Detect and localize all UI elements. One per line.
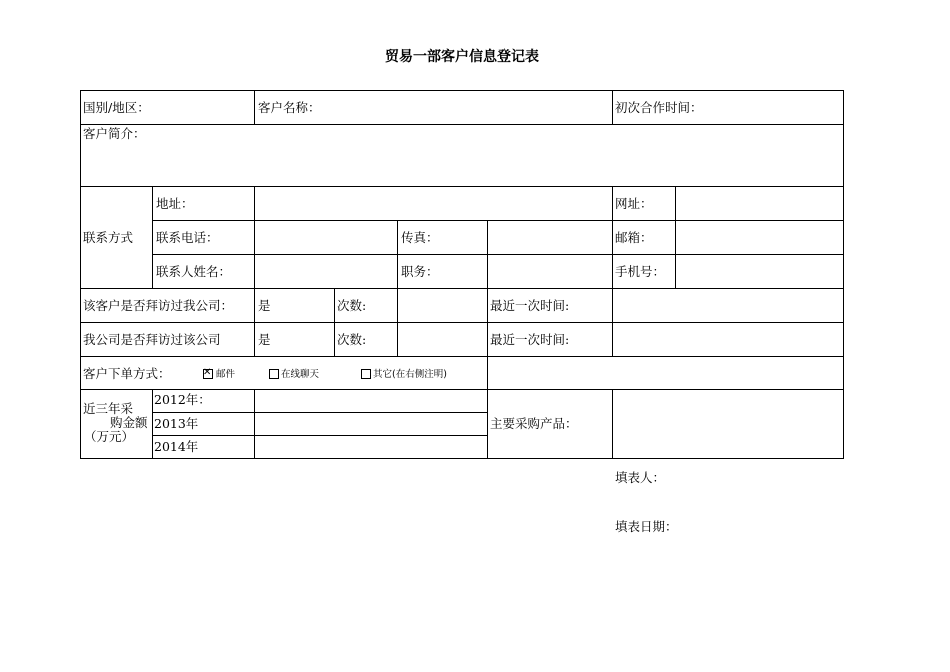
row-line — [80, 356, 844, 357]
col-line — [612, 389, 613, 458]
contact-method-label: 联系方式 — [83, 230, 134, 245]
customer-visited-times-label: 次数: — [337, 298, 367, 313]
row-line — [80, 389, 844, 390]
year-2012-label: 2012年： — [154, 392, 211, 407]
other-order-checkbox[interactable] — [361, 369, 371, 379]
customer-intro-label: 客户简介： — [83, 126, 146, 141]
fax-label: 传真： — [401, 230, 439, 245]
order-method-label: 客户下单方式： — [83, 366, 171, 381]
row-line — [80, 90, 844, 91]
col-line — [254, 389, 255, 458]
customer-visited-last-time-label: 最近一次时间: — [490, 298, 570, 313]
fill-date-label: 填表日期： — [615, 519, 678, 534]
we-visited-label: 我公司是否拜访过该公司 — [83, 332, 221, 347]
customer-visited-yes: 是 — [258, 298, 271, 313]
row-line — [152, 254, 844, 255]
position-label: 职务： — [401, 264, 439, 279]
phone-label: 联系电话： — [156, 230, 219, 245]
purchase-amount-line1: 近三年采 — [83, 401, 134, 416]
col-line — [612, 288, 613, 356]
customer-name-label: 客户名称： — [258, 100, 321, 115]
we-visited-last-time-label: 最近一次时间: — [490, 332, 570, 347]
row-line — [80, 322, 844, 323]
first-cooperation-label: 初次合作时间： — [615, 100, 703, 115]
col-line — [612, 90, 613, 124]
online-chat-order-checkbox[interactable] — [269, 369, 279, 379]
country-region-label: 国别/地区： — [83, 100, 150, 115]
row-line — [80, 288, 844, 289]
purchase-amount-line3: （万元） — [84, 429, 135, 444]
row-line — [80, 458, 844, 459]
customer-info-form — [80, 90, 844, 459]
col-line — [80, 90, 81, 459]
col-line — [397, 220, 398, 288]
row-line — [152, 435, 487, 436]
col-line — [152, 389, 153, 458]
col-line — [487, 288, 488, 356]
col-line — [254, 186, 255, 288]
contact-name-label: 联系人姓名： — [156, 264, 232, 279]
we-visited-times-label: 次数: — [337, 332, 367, 347]
row-line — [80, 186, 844, 187]
col-line — [843, 90, 844, 459]
year-2014-label: 2014年 — [154, 439, 199, 454]
online-chat-option-label: 在线聊天 — [281, 369, 320, 380]
col-line — [254, 90, 255, 124]
email-label: 邮箱： — [615, 230, 653, 245]
row-line — [152, 412, 487, 413]
col-line — [487, 220, 488, 288]
filler-label: 填表人： — [615, 470, 666, 485]
col-line — [254, 288, 255, 356]
address-label: 地址： — [156, 196, 194, 211]
check-mark-icon: ✕ — [203, 367, 212, 378]
mobile-label: 手机号： — [615, 264, 666, 279]
email-order-option-label: 邮件 — [216, 369, 236, 380]
main-products-label: 主要采购产品： — [490, 416, 578, 431]
col-line — [675, 186, 676, 288]
col-line — [334, 288, 335, 356]
col-line — [152, 186, 153, 288]
form-title: 贸易一部客户信息登记表 — [385, 49, 539, 65]
we-visited-yes: 是 — [258, 332, 271, 347]
website-label: 网址： — [615, 196, 653, 211]
col-line — [397, 288, 398, 356]
year-2013-label: 2013年 — [154, 416, 199, 431]
row-line — [152, 220, 844, 221]
customer-visited-label: 该客户是否拜访过我公司： — [83, 298, 234, 313]
row-line — [80, 124, 844, 125]
email-order-checkbox[interactable] — [203, 369, 213, 379]
purchase-amount-line2: 购金额 — [110, 415, 148, 430]
col-line — [612, 186, 613, 288]
col-line — [487, 356, 488, 458]
other-option-label: 其它(在右侧注明) — [373, 369, 447, 380]
